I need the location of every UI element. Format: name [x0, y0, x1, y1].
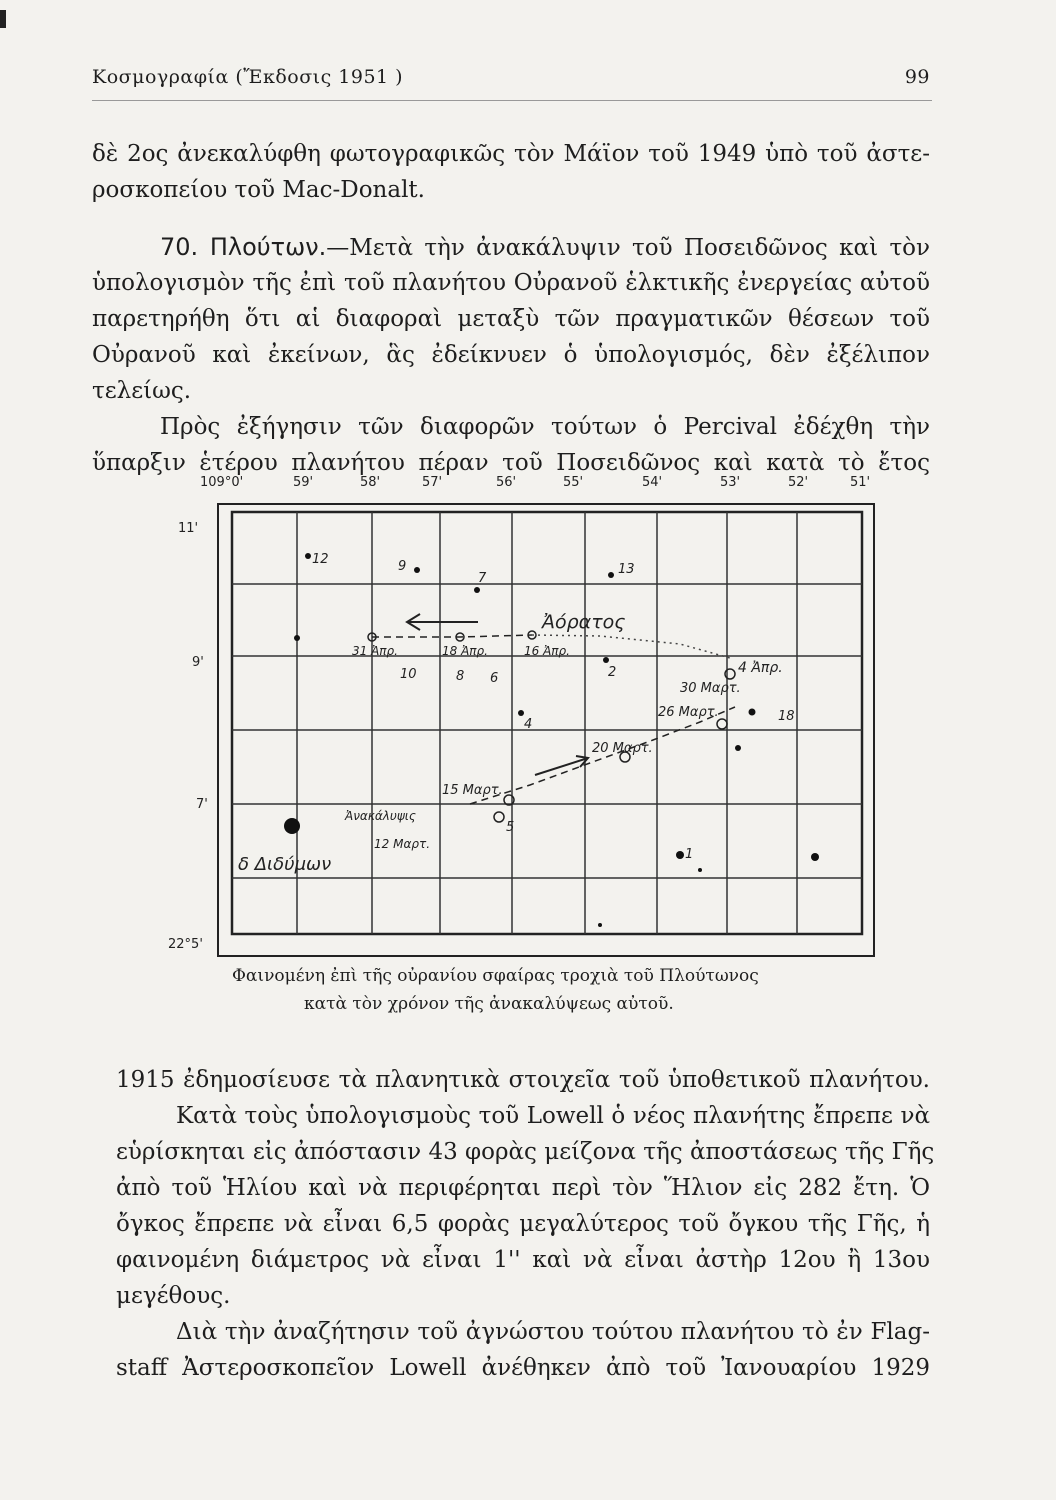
- star-number: 10: [400, 667, 417, 682]
- motion-arrow: [535, 756, 588, 775]
- dec-label: 9': [192, 655, 204, 670]
- star-number: 5: [506, 820, 515, 835]
- text-line: εὑρίσκηται εἰς ἀπόστασιν 43 φορὰς μείζονα τῆς ἀποστάσεως τῆς Γῆς: [116, 1139, 935, 1165]
- star-number: 12: [312, 552, 329, 567]
- label-mar20: 20 Μαρτ.: [592, 741, 653, 756]
- label-mar15: 15 Μαρτ.: [442, 783, 503, 798]
- text-line: —Μετὰ τὴν ἀνακάλυψιν τοῦ Ποσειδῶνος καὶ τὸν: [326, 235, 930, 261]
- section-heading: 70. Πλούτων.: [160, 233, 327, 261]
- text-line: Οὐρανοῦ καὶ ἐκείνων, ἃς ἐδείκνυεν ὁ ὑπολογισμός, δὲν ἐξέλιπον: [92, 342, 930, 368]
- star-number: 18: [778, 709, 795, 724]
- label-invisible: Ἀόρατος: [542, 611, 626, 633]
- text-line: μεγέθους.: [116, 1283, 231, 1309]
- ra-label: 53': [720, 475, 741, 490]
- label-discovery: Ἀνακάλυψις: [345, 809, 416, 823]
- star-number: 6: [490, 671, 499, 686]
- dec-label: 11': [178, 521, 199, 536]
- text-line: Διὰ τὴν ἀναζήτησιν τοῦ ἀγνώστου τούτου πλανήτου τὸ ἐν Flag-: [176, 1319, 930, 1345]
- ra-label: 55': [563, 475, 584, 490]
- figure-caption-line: κατὰ τὸν χρόνον τῆς ἀνακαλύψεως αὐτοῦ.: [304, 994, 674, 1014]
- text-line: παρετηρήθη ὅτι αἱ διαφοραὶ μεταξὺ τῶν πραγματικῶν θέσεων τοῦ: [92, 306, 930, 332]
- label-mar30: 30 Μαρτ.: [680, 681, 741, 696]
- ra-label: 109°0': [200, 475, 244, 490]
- text-line: Κατὰ τοὺς ὑπολογισμοὺς τοῦ Lowell ὁ νέος πλανήτης ἔπρεπε νὰ: [176, 1103, 930, 1129]
- text-line: 1915 ἐδημοσίευσε τὰ πλανητικὰ στοιχεῖα τοῦ ὑποθετικοῦ πλανήτου.: [116, 1067, 930, 1093]
- running-header: [92, 66, 930, 96]
- dec-label: 7': [196, 797, 208, 812]
- label-mar26: 26 Μαρτ.: [658, 705, 719, 720]
- star-number: 7: [478, 571, 487, 586]
- stars: [284, 553, 819, 927]
- text-line: φαινομένη διάμετρος νὰ εἶναι 1'' καὶ νὰ εἶναι ἀστὴρ 12ου ἢ 13ου: [116, 1247, 930, 1273]
- text-line: ὕπαρξιν ἑτέρου πλανήτου πέραν τοῦ Ποσειδῶνος καὶ κατὰ τὸ ἔτος: [92, 450, 930, 476]
- header-title: Κοσμογραφία (Ἔκδοσις 1951 ): [92, 66, 404, 88]
- text-line: staff Ἀστεροσκοπεῖον Lowell ἀνέθηκεν ἀπὸ τοῦ Ἰανουαρίου 1929: [116, 1355, 930, 1381]
- ra-label: 57': [422, 475, 443, 490]
- label-apr16: 16 Ἀπρ.: [524, 644, 570, 658]
- star-number: 4: [524, 717, 533, 732]
- text-line: δὲ 2ος ἀνεκαλύφθη φωτογραφικῶς τὸν Μάϊον τοῦ 1949 ὑπὸ τοῦ ἀστε-: [92, 141, 930, 167]
- ra-label: 59': [293, 475, 314, 490]
- label-apr4: 4 Ἀπρ.: [738, 660, 783, 676]
- text-line: ὄγκος ἔπρεπε νὰ εἶναι 6,5 φορὰς μεγαλύτερος τοῦ ὄγκου τῆς Γῆς, ἡ: [116, 1211, 930, 1237]
- text-line: τελείως.: [92, 378, 192, 404]
- star-number: 13: [618, 562, 635, 577]
- star-number: 8: [456, 669, 465, 684]
- label-didymon: δ Διδύμων: [238, 854, 332, 875]
- ra-label: 56': [496, 475, 517, 490]
- text-line: Πρὸς ἐξήγησιν τῶν διαφορῶν τούτων ὁ Percival ἐδέχθη τὴν: [160, 414, 930, 440]
- label-apr18: 18 Ἀπρ.: [442, 644, 488, 658]
- direction-arrow: [407, 614, 478, 630]
- label-apr31: 31 Ἀπρ.: [352, 644, 398, 658]
- position-marks: [368, 631, 735, 822]
- ra-label: 54': [642, 475, 663, 490]
- text-line: ροσκοπείου τοῦ Mac-Donalt.: [92, 177, 425, 203]
- figure-caption-line: Φαινομένη ἐπὶ τῆς οὐρανίου σφαίρας τροχιὰ τοῦ Πλούτωνος: [232, 966, 759, 986]
- pluto-orbit-figure: [160, 460, 900, 980]
- star-number: 1: [685, 847, 694, 862]
- star-chart: [160, 460, 900, 980]
- star-number: 9: [398, 559, 407, 574]
- section-first-line: [160, 229, 930, 266]
- dec-label: 22°5': [168, 937, 203, 952]
- star-number: 2: [608, 665, 617, 680]
- text-line: ὑπολογισμὸν τῆς ἐπὶ τοῦ πλανήτου Οὐρανοῦ ἑλκτικῆς ἐνεργείας αὐτοῦ: [92, 270, 930, 296]
- header-rule: [92, 100, 932, 101]
- text-line: ἀπὸ τοῦ Ἡλίου καὶ νὰ περιφέρηται περὶ τὸν Ἥλιον εἰς 282 ἔτη. Ὁ: [116, 1175, 930, 1201]
- ra-label: 51': [850, 475, 871, 490]
- ra-label: 52': [788, 475, 809, 490]
- label-mar12: 12 Μαρτ.: [374, 837, 431, 851]
- page-number: 99: [904, 66, 930, 88]
- ra-label: 58': [360, 475, 381, 490]
- page-edge-mark: [0, 10, 6, 28]
